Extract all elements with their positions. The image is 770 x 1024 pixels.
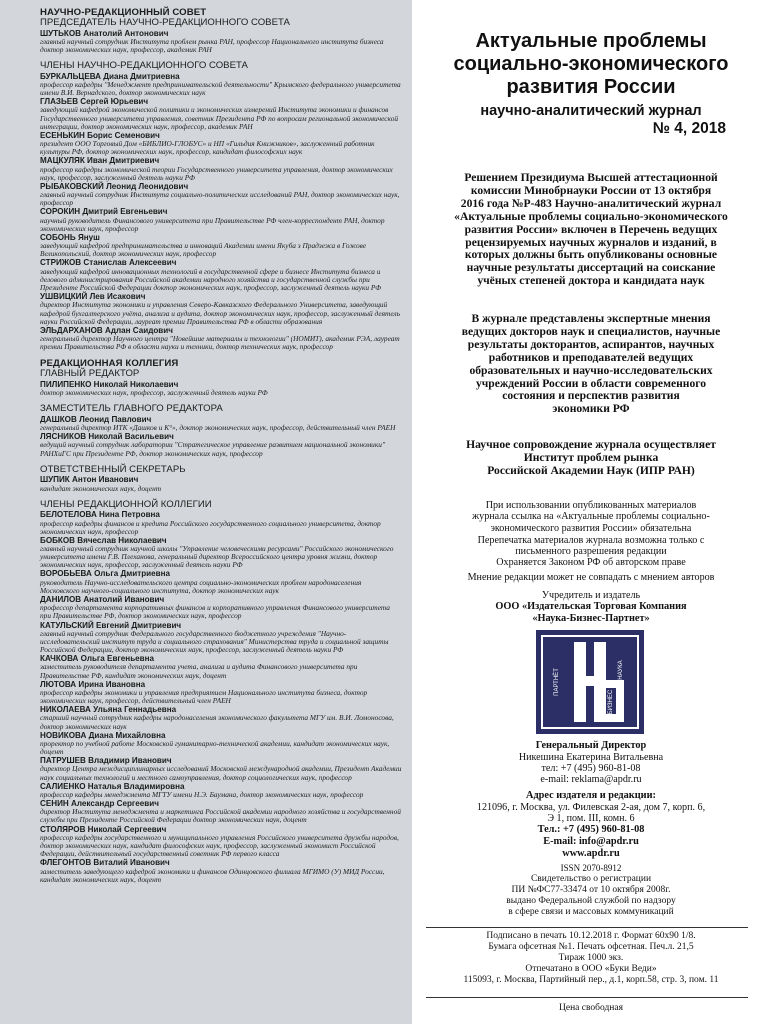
logo-text-left: ПАРТНЁТ	[554, 668, 560, 696]
college-title: РЕДАКЦИОННАЯ КОЛЛЕГИЯ	[40, 358, 179, 370]
member-description: директор Центра междисциплинарных исследований Московской международной академии, Президент Академии наук социальных технологий и местного самоуправления, доктор социологических наук, профессор	[40, 764, 402, 782]
board-member	[40, 156, 402, 182]
member-description: заведующий кафедрой предпринимательства и инноваций Академии имени Якуба з Прадзежа в Гожове Великопольский, доктор экономических наук, профессор	[40, 241, 367, 259]
member-name: ДАШКОВ Леонид Павлович	[40, 414, 152, 424]
board-member	[40, 825, 402, 859]
opinion-notice	[412, 572, 770, 583]
board-member	[40, 799, 402, 825]
certificate-line: ПИ №ФС77-33474 от 10 октября 2008г.	[511, 885, 671, 895]
journal-title-block	[412, 30, 770, 138]
board-member	[40, 705, 402, 731]
journal-title-line: социально-экономического	[453, 53, 729, 75]
member-name: ЛЯСНИКОВ Николай Васильевич	[40, 432, 174, 442]
member-description: президент ООО Торговый Дом «БИБЛИО-ГЛОБУС» и НП «Гильдия Книжников», заслуженный работник культуры РФ, доктор экономических наук, профессор, кандидат философских наук	[40, 139, 375, 157]
member-description: руководитель Научно-исследовательского центра социально-экономических проблем народонаселения Московского научного-социального института, доктор экономических наук	[40, 577, 362, 595]
print-info-block	[412, 931, 770, 986]
member-name: ФЛЕГОНТОВ Виталий Иванович	[40, 858, 170, 868]
print-line: Подписано в печать 10.12.2018 г. Формат 60х90 1/8.	[486, 931, 696, 941]
member-name: ВОРОБЬЕВА Ольга Дмитриевна	[40, 569, 171, 579]
citation-notice	[412, 500, 770, 534]
member-description: директор Института экономики и управления Северо-Кавказского Федерального Университета, заведующий кафедрой бухгалтерского учёта, анализа и аудита, доктор экономических наук, профессор, заслуженный деятель науки Российской Федерации, лауреат премии Правительства РФ в области образования	[40, 300, 400, 326]
print-lines	[412, 931, 770, 964]
editor-list	[40, 380, 402, 397]
member-name: ШУТЬКОВ Анатолий Антонович	[40, 28, 169, 38]
board-member	[40, 415, 402, 432]
member-description: профессор кафедры менеджмента МГТУ имени Н.Э. Баумана, доктор экономических наук, профессор	[40, 789, 364, 799]
member-name: СОРОКИН Дмитрий Евгеньевич	[40, 207, 168, 217]
member-description: генеральный директор ИТК «Дашков и К°», доктор экономических наук, профессор, действительный член РАЕН	[40, 423, 396, 433]
member-name: СТОЛЯРОВ Николай Сергеевич	[40, 824, 167, 834]
member-description: профессор кафедры экономической теории Государственного университета управления, доктор экономических наук, профессор, заслуженный деятель науки РФ	[40, 164, 393, 182]
member-description: директор Института менеджмента и маркетинга Российской академии народного хозяйства и государственной службы при Президенте Российской Федерации доктор экономических наук, доцент	[40, 807, 401, 825]
support-line: Институт проблем рынка	[523, 450, 659, 464]
deputy-title: ЗАМЕСТИТЕЛЬ ГЛАВНОГО РЕДАКТОРА	[40, 403, 223, 415]
deputies-list	[40, 415, 402, 458]
reprint-line: письменного разрешения редакции	[515, 546, 667, 558]
publisher-logo	[536, 630, 644, 734]
vak-line: комиссии Минобрнауки России от 13 октября	[470, 183, 712, 197]
vak-line: «Актуальные проблемы социально-экономического	[454, 209, 728, 223]
experts-line: экономики РФ	[552, 402, 630, 416]
board-member	[40, 536, 402, 570]
director-phone: тел: +7 (495) 960-81-08	[541, 763, 641, 774]
price-block	[412, 1003, 770, 1014]
member-description: проректор по учебной работе Московской гуманитарно-технической академии, кандидат экономических наук, доцент	[40, 738, 390, 757]
member-name: БОБКОВ Вячеслав Николаевич	[40, 535, 167, 545]
chair-title: ПРЕДСЕДАТЕЛЬ НАУЧНО-РЕДАКЦИОННОГО СОВЕТА	[40, 17, 290, 28]
divider	[426, 997, 748, 998]
board-member	[40, 680, 402, 706]
certificate-lines	[412, 874, 770, 918]
board-member	[40, 131, 402, 157]
citation-line: При использовании опубликованных материалов	[485, 500, 697, 511]
experts-line: В журнале представлены экспертные мнения	[471, 312, 711, 325]
member-description: профессор кафедры "Менеджмент предпринимательской деятельности" Крымского федерального университета имени В.И. Вернадского, доктор экономических наук	[40, 79, 401, 98]
experts-line: работников и преподавателей ведущих	[488, 350, 694, 364]
print-line: Тираж 1000 экз.	[558, 953, 624, 963]
member-description: научный руководитель Финансового университета при Правительстве РФ член-корреспондент РАН, доктор экономических наук, профессор	[40, 215, 385, 233]
member-description: профессор кафедры финансов и кредита Российского государственного социального университета, доктор экономических наук, профессор	[40, 518, 381, 536]
founder-label: Учредитель и издатель	[541, 590, 641, 601]
price: Цена свободная	[559, 1003, 623, 1013]
board-member	[40, 326, 402, 352]
board-member	[40, 569, 402, 595]
publisher-logo-icon	[536, 630, 644, 734]
copyright-notice	[412, 557, 770, 568]
director-block	[412, 740, 770, 786]
founder-line: ООО «Издательская Торговая Компания	[495, 601, 687, 613]
member-name: ЛЮТОВА Ирина Ивановна	[40, 679, 146, 689]
director-email: e-mail: reklama@apdr.ru	[540, 774, 642, 786]
vak-line: научные результаты диссертаций на соискание	[466, 261, 716, 275]
secretary-title: ОТВЕТСТВЕННЫЙ СЕКРЕТАРЬ	[40, 463, 186, 475]
certificate-line: в сфере связи и массовых коммуникаций	[508, 907, 674, 917]
director-title: Генеральный Директор	[535, 740, 647, 751]
address-lines	[412, 802, 770, 825]
board-member	[40, 207, 402, 233]
address-title: Адрес издателя и редакции:	[526, 790, 656, 801]
member-name: САЛИЕНКО Наталья Владимировна	[40, 781, 185, 791]
chair-list	[40, 29, 402, 55]
member-name: ДАНИЛОВ Анатолий Иванович	[40, 595, 165, 604]
logo-text-top: НАУКА	[618, 660, 624, 680]
board-member	[40, 654, 402, 680]
member-name: ПИЛИПЕНКО Николай Николаевич	[40, 379, 179, 389]
experts-line: состояния и перспектив развития	[502, 389, 680, 403]
vak-line: рецензируемых научных журналов и изданий, в	[465, 235, 717, 249]
registration-block	[412, 863, 770, 918]
member-name: ЕСЕНЬКИН Борис Семенович	[40, 130, 160, 140]
board-member	[40, 475, 402, 492]
board-member	[40, 233, 402, 259]
member-description: заместитель руководителя департамента учета, анализа и аудита Финансового университета при Правительстве РФ, кандидат экономических наук, доцент	[40, 662, 358, 680]
member-name: ГЛАЗЬЕВ Сергей Юрьевич	[40, 97, 149, 107]
copyright-text: Охраняется Законом РФ об авторском праве	[496, 557, 686, 568]
vak-line: 2016 года №Р-483 Научно-аналитический журнал	[460, 196, 722, 210]
board-member	[40, 782, 402, 799]
journal-title-line: развития России	[506, 76, 676, 98]
council-title: НАУЧНО-РЕДАКЦИОННЫЙ СОВЕТ	[40, 7, 207, 18]
reprint-line: Перепечатка материалов журнала возможна только с	[477, 535, 705, 546]
website-link[interactable]: www.apdr.ru	[562, 847, 620, 859]
scientific-support	[412, 439, 770, 478]
member-name: ШУПИК Антон Иванович	[40, 475, 139, 485]
founder-block	[412, 590, 770, 625]
member-name: УШВИЦКИЙ Лев Исакович	[40, 292, 146, 302]
experts-line: образовательных и научно-исследовательских	[469, 363, 713, 377]
issue-number: № 4, 2018	[652, 120, 726, 137]
college-members-list	[40, 510, 402, 884]
printer-address: 115093, г. Москва, Партийный пер., д.1, корп.58, стр. 3, пом. 11	[463, 975, 719, 985]
member-description: кандидат экономических наук, доцент	[40, 483, 162, 493]
members-list	[40, 72, 402, 352]
members-title: ЧЛЕНЫ НАУЧНО-РЕДАКЦИОННОГО СОВЕТА	[40, 60, 248, 72]
board-member	[40, 380, 402, 397]
vak-statement	[412, 172, 770, 288]
member-description: главный научный сотрудник Института социально-политических исследований РАН, доктор экономических наук, профессор	[40, 190, 400, 208]
support-line: Российской Академии Наук (ИПР РАН)	[487, 463, 695, 477]
address-line: Э 1, пом. III, комн. 6	[547, 813, 635, 824]
vak-line: развития России» включен в Перечень ведущих	[464, 222, 718, 236]
member-name: ЭЛЬДАРХАНОВ Адлан Саидович	[40, 325, 173, 335]
certificate-line: Свидетельство о регистрации	[530, 874, 652, 884]
journal-info-column	[412, 0, 770, 1024]
support-line: Научное сопровождение журнала осуществляет	[466, 438, 716, 451]
logo-text-right: БИЗНЕС	[608, 689, 614, 715]
experts-statement	[412, 313, 770, 416]
member-name: ПАТРУШЕВ Владимир Иванович	[40, 756, 172, 766]
editor-title: ГЛАВНЫЙ РЕДАКТОР	[40, 368, 140, 380]
vak-line: которых должны быть опубликованы основные	[464, 248, 718, 262]
director-name: Никешина Екатерина Витальевна	[518, 751, 664, 763]
certificate-line: выдано Федеральной службой по надзору	[506, 896, 676, 906]
member-name: КАЧКОВА Ольга Евгеньевна	[40, 654, 155, 664]
board-member	[40, 292, 402, 326]
address-line: 121096, г. Москва, ул. Филевская 2-ая, дом 7, корп. 6,	[476, 801, 706, 813]
member-description: ведущий научный сотрудник лаборатории "Стратегическое управление развитием национальной экономики" РАНХиГС при Президенте РФ, доктор экономических наук, профессор	[40, 440, 386, 458]
board-member	[40, 432, 402, 458]
board-member	[40, 510, 402, 536]
board-member	[40, 595, 402, 621]
experts-line: результаты докторантов, аспирантов, научных	[467, 337, 715, 351]
address-phone: Тел.: +7 (495) 960-81-08	[537, 824, 645, 836]
printed-by: Отпечатано в ООО «Буки Веди»	[525, 964, 657, 974]
reprint-notice	[412, 535, 770, 558]
experts-line: учреждений России в области современного	[475, 376, 707, 390]
member-name: СТРИЖОВ Станислав Алексеевич	[40, 258, 177, 268]
citation-line: журнала ссылка на «Актуальные проблемы социально-	[472, 511, 710, 523]
member-description: главный научный сотрудник Федерального государственного бюджетного учреждения "Научно-исследовательский институт труда и социального страхования" Министерства труда и социальной защиты Российской Федерации, доктор экономических наук, профессор, заслуженный деятель науки РФ	[40, 628, 389, 655]
member-name: НИКОЛАЕВА Ульяна Геннадьевна	[40, 705, 177, 715]
member-name: МАЦКУЛЯК Иван Дмитриевич	[40, 156, 160, 166]
journal-subtitle: научно-аналитический журнал	[480, 103, 702, 119]
college-members-title: ЧЛЕНЫ РЕДАКЦИОННОЙ КОЛЛЕГИИ	[40, 498, 212, 510]
opinion-text: Мнение редакции может не совпадать с мнением авторов	[467, 572, 715, 583]
board-member	[40, 756, 402, 782]
divider	[426, 927, 748, 928]
member-description: старший научный сотрудник кафедры народонаселения экономического факультета МГУ им. В.И. Ломоносова, доктор экономических наук	[40, 713, 394, 731]
board-member	[40, 182, 402, 208]
member-description: генеральный директор Научного центра "Новейшие материалы и технологии" (НОМИТ), академик РЭА, лауреат премии Правительства РФ в области науки и техники, доктор технических наук, профессор	[40, 334, 400, 352]
citation-line: экономического развития России» обязательна	[490, 522, 692, 534]
member-description: заведующий кафедрой экономической политики и экономических измерений Института экономики и финансов Государственного университета управления, советник Президента РФ по вопросам региональной экономической интеграции, доктор экономических наук, профессор, академик РАН	[40, 105, 399, 131]
secretary-list	[40, 475, 402, 492]
address-email: E-mail: info@apdr.ru	[543, 836, 639, 847]
member-description: доктор экономических наук, профессор, заслуженный деятель науки РФ	[40, 388, 268, 398]
member-name: РЫБАКОВСКИЙ Леонид Леонидович	[40, 181, 189, 191]
address-block	[412, 790, 770, 859]
print-line: Бумага офсетная №1. Печать офсетная. Печ.л. 21,5	[488, 942, 694, 952]
board-member	[40, 258, 402, 292]
journal-title-line: Актуальные проблемы	[475, 30, 707, 52]
vak-line: Решением Президиума Высшей аттестационной	[464, 171, 718, 184]
board-member	[40, 72, 402, 98]
member-description: профессор кафедры государственного и муниципального управления Российского университета дружбы народов, доктор экономических наук, кандидат философских наук, профессор, заслуженный экономист Российской Федерации, действительный государственный советник РФ первого класса	[40, 832, 399, 859]
board-member	[40, 731, 402, 757]
member-name: СЕНИН Александр Сергеевич	[40, 799, 159, 809]
board-member	[40, 621, 402, 655]
experts-line: ведущих докторов наук и специалистов, научные	[461, 324, 721, 338]
member-description: главный научный сотрудник научной школы "Управление человеческими ресурсами" Российского экономического университета имени Г.В. Плеханова, генеральный директор Всероссийского центра уровня жизни, доктор экономических наук, профессор, заслуженный деятель науки РФ	[40, 544, 394, 570]
member-description: профессор кафедры экономики и управления предприятием Национального института бизнеса, доктор экономических наук, профессор, действительный член РАЕН	[40, 687, 368, 706]
member-description: заведующий кафедрой инновационных технологий в государственной сфере и бизнесе Института бизнеса и делового администрирования Российской академии народного хозяйства и государственной службы при Президенте Российской Федерации доктор экономических наук, профессор, заслуженный деятель науки РФ	[40, 266, 382, 292]
member-description: профессор департамента корпоративных финансов и корпоративного управления Финансового университета при Правительстве РФ, доктор экономических наук, профессор	[40, 603, 390, 621]
member-description: главный научный сотрудник Института проблем рынка РАН, профессор Национального института бизнеса доктор экономических наук, профессор, академик РАН	[40, 36, 384, 54]
founder-lines	[412, 601, 770, 624]
issn: ISSN 2070-8912	[560, 863, 622, 873]
member-name: КАТУЛЬСКИЙ Евгений Дмитриевич	[40, 620, 182, 630]
board-member	[40, 29, 402, 55]
member-name: СОБОНЬ Януш	[40, 232, 100, 242]
board-member	[40, 858, 402, 884]
founder-line: «Наука-Бизнес-Партнет»	[532, 613, 650, 624]
vak-line: учёных степеней доктора и кандидата наук	[477, 274, 705, 288]
member-name: БЕЛОТЕЛОВА Нина Петровна	[40, 510, 160, 520]
member-name: БУРКАЛЬЦЕВА Диана Дмитриевна	[40, 71, 180, 81]
member-description: заместитель заведующего кафедрой экономики и финансов Одинцовского филиала МГИМО (У) МИД России, кандидат экономических наук, доцент	[40, 866, 385, 884]
member-name: НОВИКОВА Диана Михайловна	[40, 730, 166, 740]
board-member	[40, 97, 402, 131]
